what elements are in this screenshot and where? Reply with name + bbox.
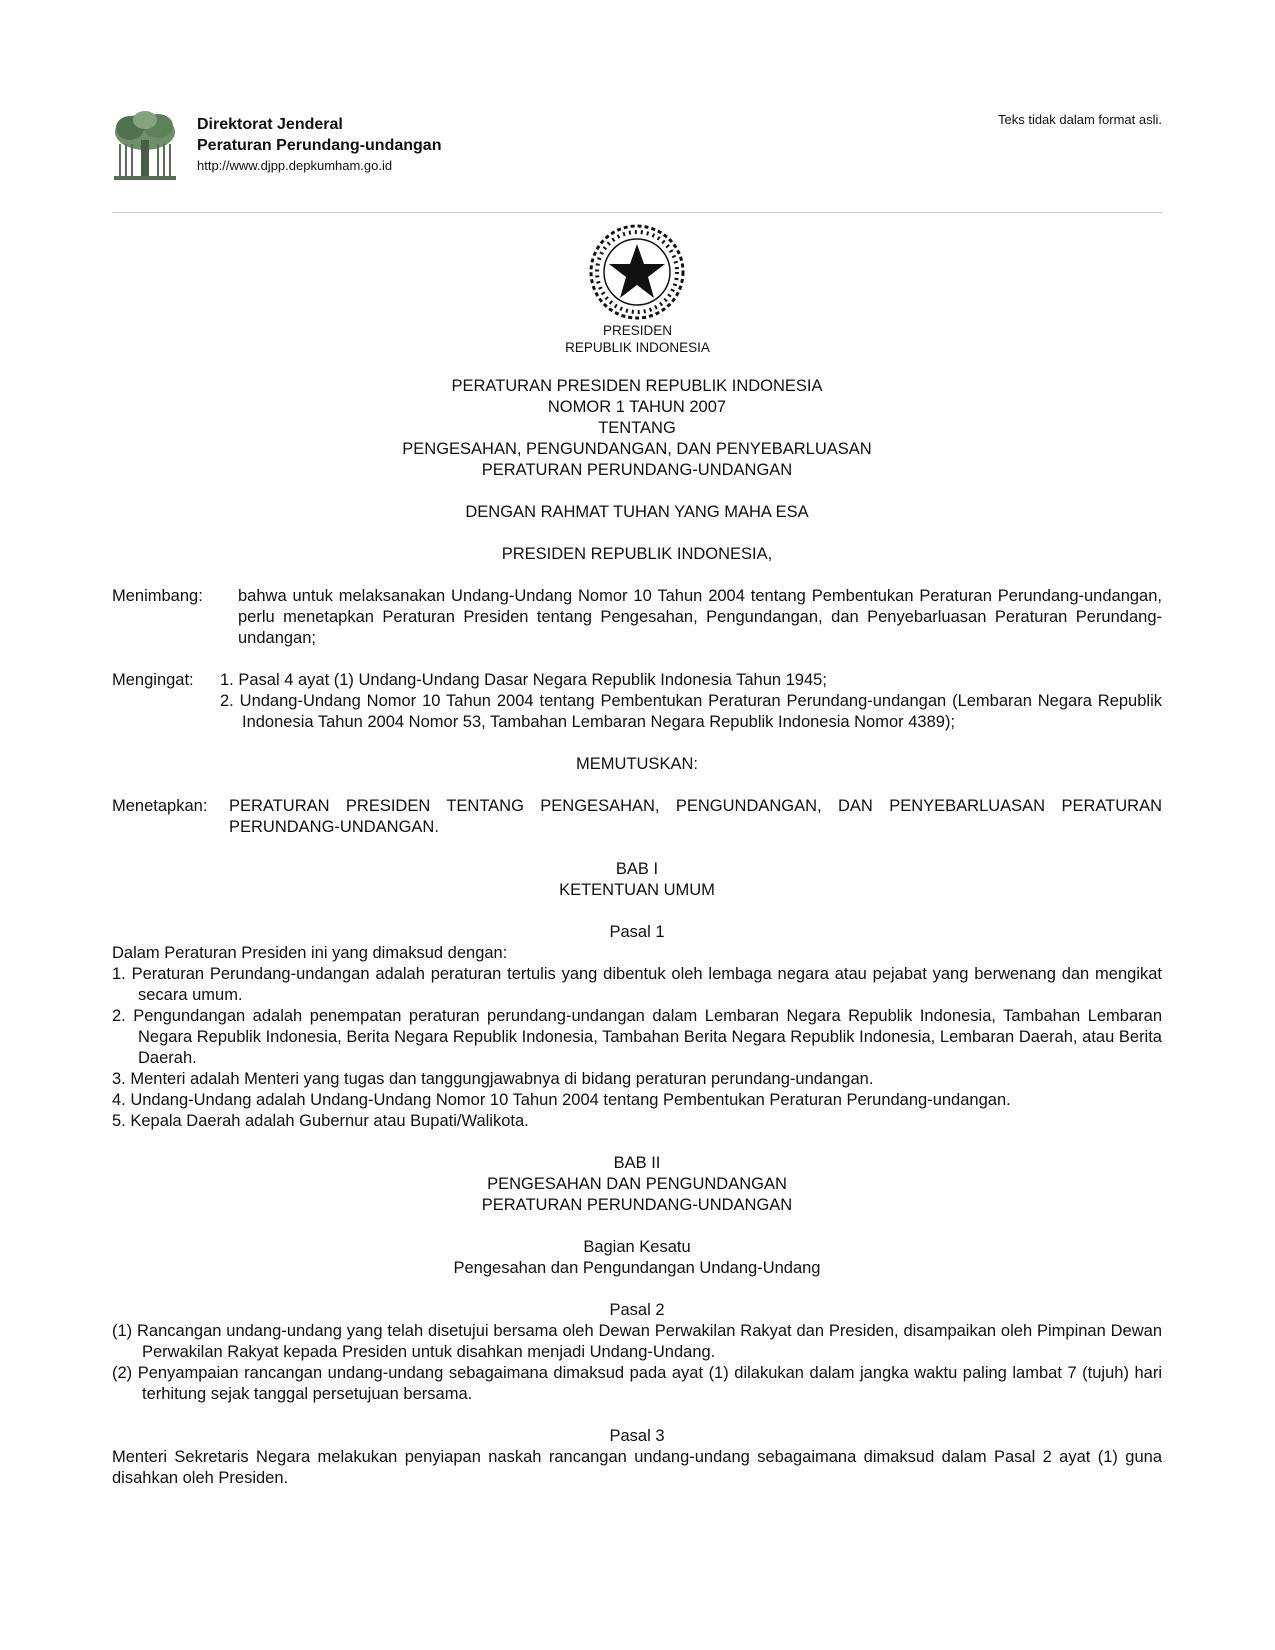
pasal2-heading: Pasal 2 — [609, 1301, 665, 1319]
menetapkan-text: PERATURAN PRESIDEN TENTANG PENGESAHAN, PENGUNDANGAN, DAN PENYEBARLUASAN PERATURAN PERUNDANG-UNDANGAN. — [229, 797, 1162, 836]
list-item: 2. Pengundangan adalah penempatan peraturan perundang-undangan dalam Lembaran Negara Republik Indonesia, Tambahan Lembaran Negara Republik Indonesia, Berita Negara Republik Indonesia, Tambahan Berita Negara Republik Indonesia, Lembaran Daerah, atau Berita Daerah. — [112, 1007, 1162, 1067]
pasal1-intro: Dalam Peraturan Presiden ini yang dimaksud dengan: — [112, 944, 508, 962]
header-divider — [112, 212, 1162, 213]
pasal1-heading: Pasal 1 — [609, 923, 665, 941]
page-header — [112, 104, 1162, 204]
list-item: 1. Peraturan Perundang-undangan adalah peraturan tertulis yang dibentuk oleh lembaga negara atau pejabat yang berwenang dan mengikat secara umum. — [112, 965, 1162, 1004]
format-note: Teks tidak dalam format asli. — [997, 112, 1162, 127]
emblem-line2: REPUBLIK INDONESIA — [565, 340, 710, 355]
banyan-tree-icon — [112, 110, 178, 182]
garuda-star-emblem-icon — [587, 222, 687, 322]
bab1-title: BAB I — [615, 860, 659, 878]
title-line3: TENTANG — [598, 419, 676, 437]
bab2-subtitle2: PERATURAN PERUNDANG-UNDANGAN — [481, 1196, 793, 1214]
title-line5: PERATURAN PERUNDANG-UNDANGAN — [481, 461, 793, 479]
rahmat-line: DENGAN RAHMAT TUHAN YANG MAHA ESA — [465, 503, 809, 521]
title-line2: NOMOR 1 TAHUN 2007 — [547, 398, 727, 416]
bab2-title: BAB II — [613, 1154, 661, 1172]
menetapkan-label: Menetapkan: — [112, 797, 208, 815]
org-name-line1: Direktorat Jenderal — [197, 116, 343, 133]
pasal3-text: Menteri Sekretaris Negara melakukan penyiapan naskah rancangan undang-undang sebagaimana dimaksud dalam Pasal 2 ayat (1) guna disahkan oleh Presiden. — [112, 1448, 1162, 1487]
menetapkan-section — [112, 796, 1162, 838]
org-url[interactable]: http://www.djpp.depkumham.go.id — [197, 158, 393, 173]
org-name-line2: Peraturan Perundang-undangan — [197, 137, 442, 154]
document-body — [112, 376, 1162, 1489]
list-item: 5. Kepala Daerah adalah Gubernur atau Bupati/Walikota. — [112, 1112, 529, 1130]
memutuskan-line: MEMUTUSKAN: — [576, 755, 698, 773]
organization-block — [197, 114, 441, 176]
title-line1: PERATURAN PRESIDEN REPUBLIK INDONESIA — [451, 377, 823, 395]
mengingat-item: 2. Undang-Undang Nomor 10 Tahun 2004 tentang Pembentukan Peraturan Perundang-undangan (Lembaran Negara Republik Indonesia Tahun 2004 Nomor 53, Tambahan Lembaran Negara Republik Indonesia Nomor 4389); — [220, 692, 1162, 731]
mengingat-section — [112, 670, 1162, 733]
menimbang-text: bahwa untuk melaksanakan Undang-Undang Nomor 10 Tahun 2004 tentang Pembentukan Peraturan Perundang-undangan, perlu menetapkan Peraturan Presiden tentang Pengesahan, Pengundangan, dan Penyebarluasan Peraturan Perundang-undangan; — [238, 587, 1162, 647]
presiden-line: PRESIDEN REPUBLIK INDONESIA, — [501, 545, 773, 563]
bab1-subtitle: KETENTUAN UMUM — [559, 881, 715, 899]
emblem-line1: PRESIDEN — [602, 323, 673, 338]
bagian-title: Pengesahan dan Pengundangan Undang-Undang — [453, 1259, 821, 1277]
mengingat-label: Mengingat: — [112, 671, 194, 689]
menimbang-section — [112, 586, 1162, 649]
mengingat-item: 1. Pasal 4 ayat (1) Undang-Undang Dasar Negara Republik Indonesia Tahun 1945; — [220, 671, 827, 689]
bab2-subtitle1: PENGESAHAN DAN PENGUNDANGAN — [487, 1175, 787, 1193]
emblem-caption — [0, 322, 1275, 356]
menimbang-label: Menimbang: — [112, 587, 203, 605]
title-block — [112, 376, 1162, 481]
list-item: (2) Penyampaian rancangan undang-undang sebagaimana dimaksud pada ayat (1) dilakukan dalam jangka waktu paling lambat 7 (tujuh) hari terhitung sejak tanggal persetujuan bersama. — [112, 1364, 1162, 1403]
list-item: 4. Undang-Undang adalah Undang-Undang Nomor 10 Tahun 2004 tentang Pembentukan Peraturan Perundang-undangan. — [112, 1091, 1011, 1109]
bagian-heading: Bagian Kesatu — [583, 1238, 691, 1256]
pasal3-heading: Pasal 3 — [609, 1427, 665, 1445]
list-item: (1) Rancangan undang-undang yang telah disetujui bersama oleh Dewan Perwakilan Rakyat dan Presiden, disampaikan oleh Pimpinan Dewan Perwakilan Rakyat kepada Presiden untuk disahkan menjadi Undang-Undang. — [112, 1322, 1162, 1361]
title-line4: PENGESAHAN, PENGUNDANGAN, DAN PENYEBARLUASAN — [402, 440, 872, 458]
list-item: 3. Menteri adalah Menteri yang tugas dan tanggungjawabnya di bidang peraturan perundang-undangan. — [112, 1070, 874, 1088]
